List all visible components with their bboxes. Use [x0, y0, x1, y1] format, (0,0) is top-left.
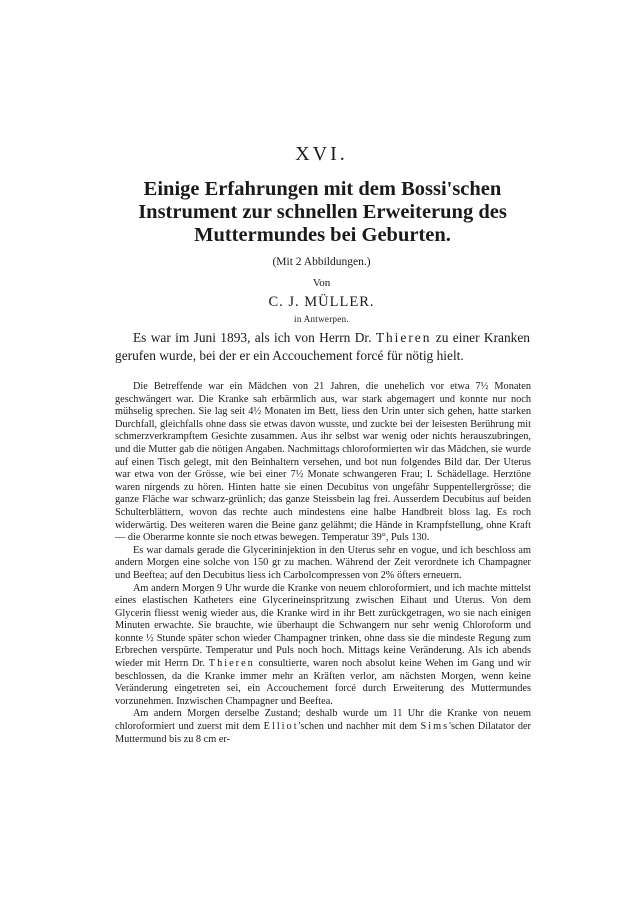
intro-text-a: Es war im Juni 1893, als ich von Herrn Dr. [133, 330, 376, 345]
p3-text-b: consultierte, waren noch absolut keine Wehen im Gang und wir beschlossen, da die Kranke immer mehr an Kräften verlor, am nächsten Morgen, wenn keine Veränderung eingetreten sei, ein Accouchement forcé durch Erweiterung des Muttermundes vorzunehmen. Inzwischen Champagner und Beeftea. [115, 658, 531, 707]
p4-text-a: Am andern Morgen derselbe Zustand; deshalb wurde um 11 Uhr die Kranke von neuem chloroformiert und zuerst mit dem [115, 708, 531, 733]
chapter-number: XVI. [295, 143, 348, 165]
intro-paragraph [115, 329, 530, 364]
p4-name-2: Sims [420, 721, 450, 733]
author-prefix: Von [312, 277, 331, 289]
intro-text-b: zu einer Kranken gerufen wurde, bei der er ein Accouchement forcé für nötig hielt. [115, 330, 530, 363]
p4-name: Elliot [263, 721, 299, 733]
body-paragraph-2: Es war damals gerade die Glycerininjektion in den Uterus sehr en vogue, und ich beschloss am andern Morgen eine solche von 150 gr zu machen. Während der Zeit verordnete ich Champagner und Beeftea; auf den Decubitus liess ich Carbolcompressen von 2% öfters erneuern. [115, 544, 531, 581]
figure-note: (Mit 2 Abbildungen.) [272, 256, 371, 268]
author-name: C. J. MÜLLER. [268, 294, 375, 310]
p4-text-b: 'schen und nachher mit dem [298, 721, 421, 733]
article-title: Einige Erfahrungen mit dem Bossi'schen Instrument zur schnellen Erweiterung des Muttermundes bei Geburten. [138, 178, 507, 246]
author-location: in Antwerpen. [294, 314, 349, 324]
body-text [115, 381, 531, 746]
intro-name: Thieren [375, 330, 432, 345]
p3-text-a: Am andern Morgen 9 Uhr wurde die Kranke von neuem chloroformiert, und ich machte mittelst eines elastischen Katheters eine Glycerineinspritzung zwischen Eihaut und Uterus. Von dem Glycerin fliesst wenig wieder aus, die Kranke wird in ihr Bett zurückgetragen, wo sie nach einigen Minuten erwachte. Sie brauchte, wie überhaupt die Schwangern nur sehr wenig Chloroform und konnte ½ Stunde später schon wieder Champagner trinken, ohne dass sie die mindeste Regung zum Erbrechen verspürte. Temperatur und Puls noch hoch. Mittags keine Veränderung. Als ich abends wieder mit Herrn Dr. [115, 582, 531, 670]
body-paragraph-3 [115, 583, 531, 709]
p4-text-c: 'schen Dilatator der Muttermund bis zu 8 cm er- [115, 721, 531, 745]
body-paragraph-4 [115, 708, 531, 746]
p3-name: Thieren [208, 658, 255, 670]
body-paragraph-1: Die Betreffende war ein Mädchen von 21 Jahren, die unehelich vor etwa 7½ Monaten geschwängert war. Die Kranke sah erbärmlich aus, war stark abgemagert und konnte nur noch mühselig sprechen. Sie lag seit 4½ Monaten im Bett, liess den Urin unter sich gehen, hatte starken Durchfall, gleichfalls ohne dass sie etwas davon wusste, und zuckte bei der leisesten Berührung mit schmerzverkrampftem Gesichte zusammen. Aus ihr selbst war wenig oder nichts herauszubringen, und die Mutter gab die nötigen Angaben. Nachmittags chloroformierten wir das Mädchen, sie wurde auf einen Tisch gelegt, mit den Beinhaltern versehen, und bot nun folgendes Bild dar. Der Uterus war etwa von der Grösse, wie bei einer 7½ Monate schwangeren Frau; I. Schädellage. Herztöne waren nirgends zu hören. Hinten hatte sie einen Decubitus von ungefähr Suppentellergrösse; die ganze Fläche war schwarz-grünlich; das ganze Steissbein lag frei. Ausserdem Decubitus auf beiden Schulterblättern, wovon das rechte auch mindestens eine halbe Handbreit bloss lag. Es roch widerwärtig. Des weiteren waren die Beine ganz gelähmt; die Hände in Krampfstellung, ohne Kraft — die Oberarme konnte sie noch etwas bewegen. Temperatur 39°, Puls 130. [115, 381, 531, 544]
